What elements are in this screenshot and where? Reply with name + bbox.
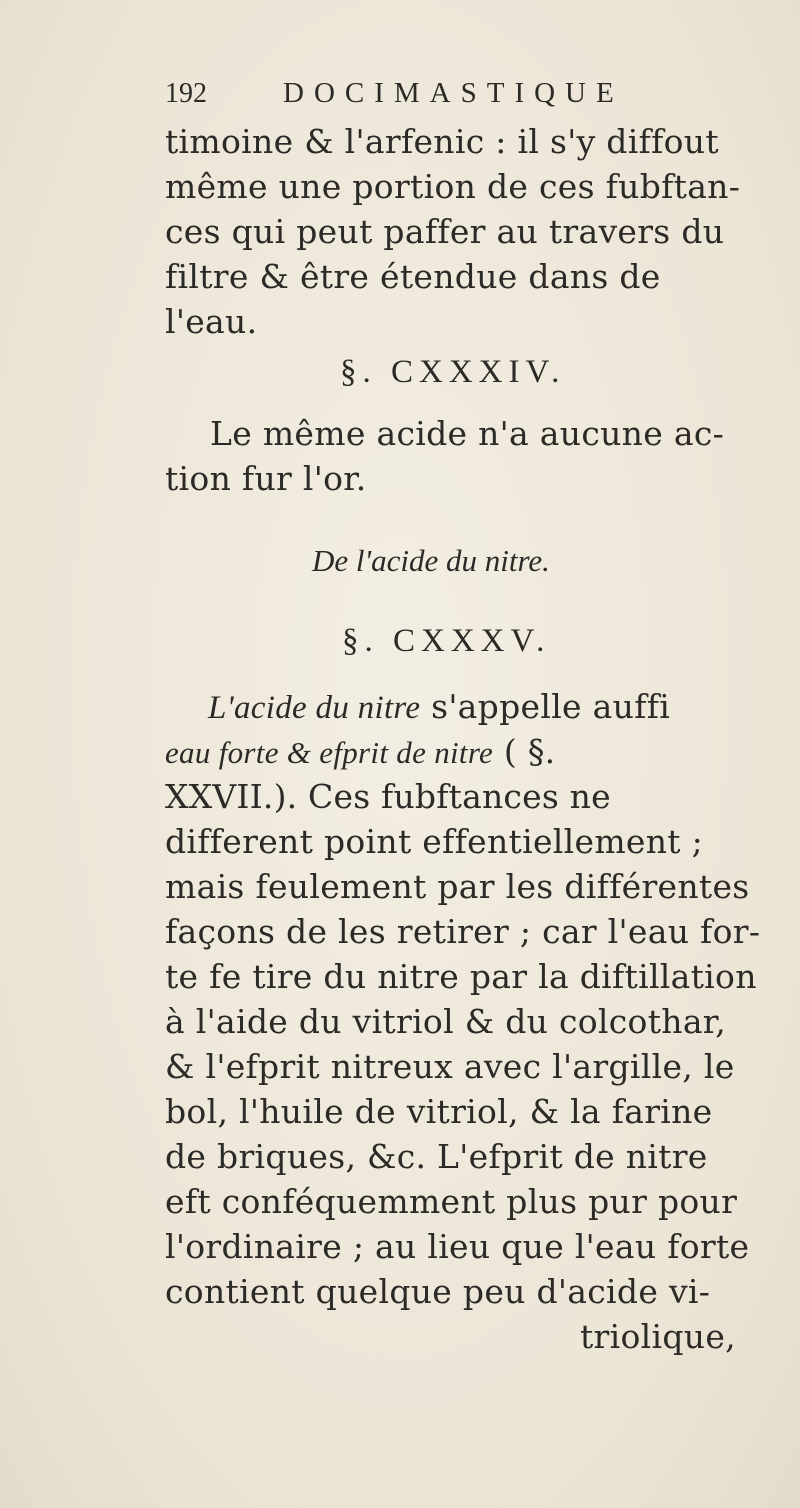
text-line (208, 687, 671, 726)
section-heading: §. CXXXV. (342, 623, 551, 659)
text-line: triolique, (580, 1317, 736, 1356)
running-title: DOCIMASTIQUE (283, 77, 624, 109)
text-line: façons de les retirer ; car l'eau for- (165, 912, 761, 951)
term-italic: eau forte & efprit de nitre (165, 735, 494, 770)
text-line: & l'efprit nitreux avec l'argille, le (165, 1047, 735, 1086)
text-line: mais feulement par les différentes (165, 867, 750, 906)
text-line: XXVII.). Ces fubftances ne (165, 777, 611, 816)
text-line: bol, l'huile de vitriol, & la farine (165, 1092, 713, 1131)
text-line: filtre & être étendue dans de (165, 257, 661, 296)
text-span: ( §. (503, 732, 556, 771)
text-line: à l'aide du vitriol & du colcothar, (165, 1002, 727, 1041)
text-line: l'ordinaire ; au lieu que l'eau forte (165, 1227, 750, 1266)
text-line (165, 732, 556, 771)
section-heading: §. CXXXIV. (340, 354, 566, 390)
page-number: 192 (165, 78, 207, 109)
text-line: contient quelque peu d'acide vi- (165, 1272, 711, 1311)
text-line: timoine & l'arfenic : il s'y diffout (165, 122, 719, 161)
text-line: l'eau. (165, 302, 258, 341)
text-line: de briques, &c. L'efprit de nitre (165, 1137, 708, 1176)
chapter-heading: De l'acide du nitre. (312, 543, 550, 578)
text-line: Le même acide n'a aucune ac- (210, 414, 725, 453)
text-span: s'appelle auffi (431, 687, 671, 726)
term-italic: L'acide du nitre (208, 690, 421, 726)
text-line: eft conféquemment plus pur pour (165, 1182, 738, 1221)
text-line: te fe tire du nitre par la diftillation (165, 957, 757, 996)
text-line: different point effentiellement ; (165, 822, 704, 861)
text-line: même une portion de ces fubftan- (165, 167, 741, 206)
text-line: ces qui peut paffer au travers du (165, 212, 725, 251)
text-line: tion fur l'or. (165, 459, 367, 498)
